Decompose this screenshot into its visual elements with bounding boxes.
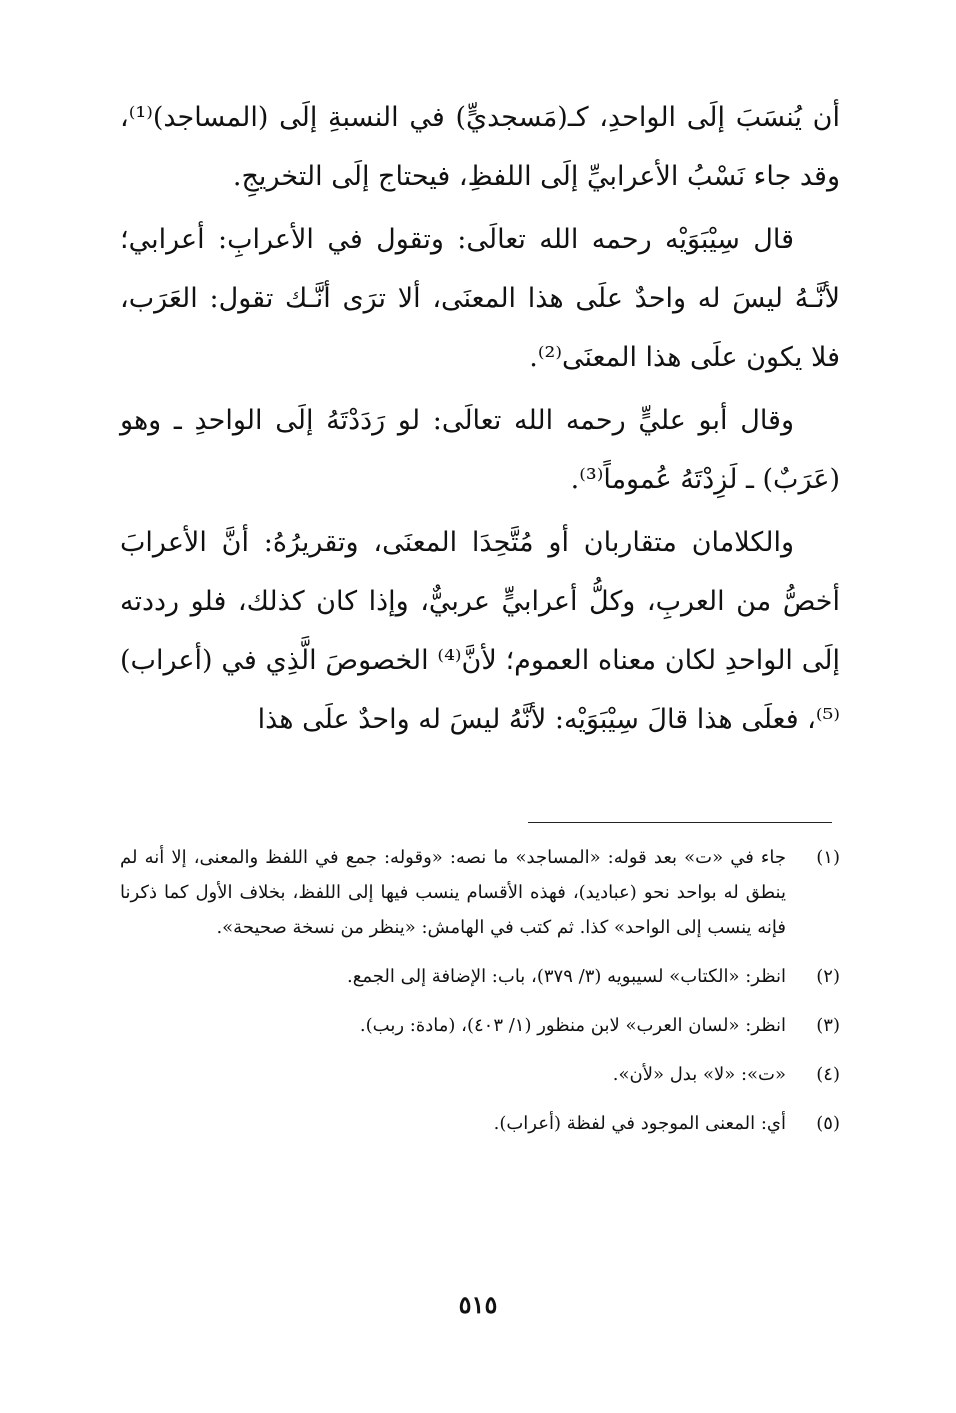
footnote-number: (٣) xyxy=(816,1015,840,1036)
footnote-5 xyxy=(120,1106,840,1141)
footnote-text: أي: المعنى الموجود في لفظة (أعراب). xyxy=(493,1113,786,1134)
footnote-number: (٥) xyxy=(816,1113,840,1134)
footnote-2 xyxy=(120,959,840,994)
footnote-number: (٢) xyxy=(816,966,840,987)
footnote-text: انظر: «الكتاب» لسيبويه (٣/ ٣٧٩)، باب: الإضافة إلى الجمع. xyxy=(347,966,786,987)
footnote-1 xyxy=(120,840,840,945)
page-number: ٥١٥ xyxy=(458,1290,498,1319)
footnotes-block xyxy=(120,840,840,1155)
footnote-3 xyxy=(120,1008,840,1043)
footnote-number: (١) xyxy=(816,847,840,868)
paragraph-4: والكلامان متقاربان أو مُتَّحِدَا المعنَى، وتقريرُهُ: أنَّ الأعرابَ أخصُّ من العربِ، وكلُّ أعرابيٍّ عربيٌّ، وإذا كان كذلك، فلو رددته إلَى الواحدِ لكان معناه العموم؛ لأنَّ⁽⁴⁾ الخصوصَ الَّذِي في (أعراب)⁽⁵⁾، فعلَى هذا قالَ سِيْبَوَيْه: لأنَّهُ ليسَ له واحدٌ علَى هذا xyxy=(120,527,840,735)
paragraph-3: وقال أبو عليٍّ رحمه الله تعالَى: لو رَدَدْتَهُ إلَى الواحدِ ـ وهو (عَرَبٌ) ـ لَزِدْتَهُ عُموماً⁽³⁾. xyxy=(120,405,840,495)
footnote-divider xyxy=(528,822,832,823)
main-text-block xyxy=(120,88,840,749)
footnote-text: «ت»: «لا» بدل «لأن». xyxy=(612,1064,786,1085)
footnote-4 xyxy=(120,1057,840,1092)
footnote-number: (٤) xyxy=(816,1064,840,1085)
footnote-text: جاء في «ت» بعد قوله: «المساجد» ما نصه: «وقوله: جمع في اللفظ والمعنى، إلا أنه لم ينطق له بواحد نحو (عباديد)، فهذه الأقسام ينسب فيها إلى اللفظ، بخلاف الأول كما ذكرنا فإنه ينسب إلى الواحد» كذا. ثم كتب في الهامش: «ينظر من نسخة صحيحة». xyxy=(120,847,786,938)
paragraph-2: قال سِيْبَوَيْه رحمه الله تعالَى: وتقول في الأعرابِ: أعرابي؛ لأنَّـهُ ليسَ له واحدٌ علَى هذا المعنَى، ألا ترَى أنَّـك تقول: العَرَب، فلا يكون علَى هذا المعنَى⁽²⁾. xyxy=(120,224,840,373)
footnote-text: انظر: «لسان العرب» لابن منظور (١/ ٤٠٣)، (مادة: ربب). xyxy=(359,1015,786,1036)
paragraph-1: أن يُنسَبَ إلَى الواحدِ، كـ(مَسجديٍّ) في النسبةِ إلَى (المساجد)⁽¹⁾، وقد جاء نَسْبُ الأعرابيِّ إلَى اللفظِ، فيحتاج إلَى التخريجِ. xyxy=(120,102,840,192)
